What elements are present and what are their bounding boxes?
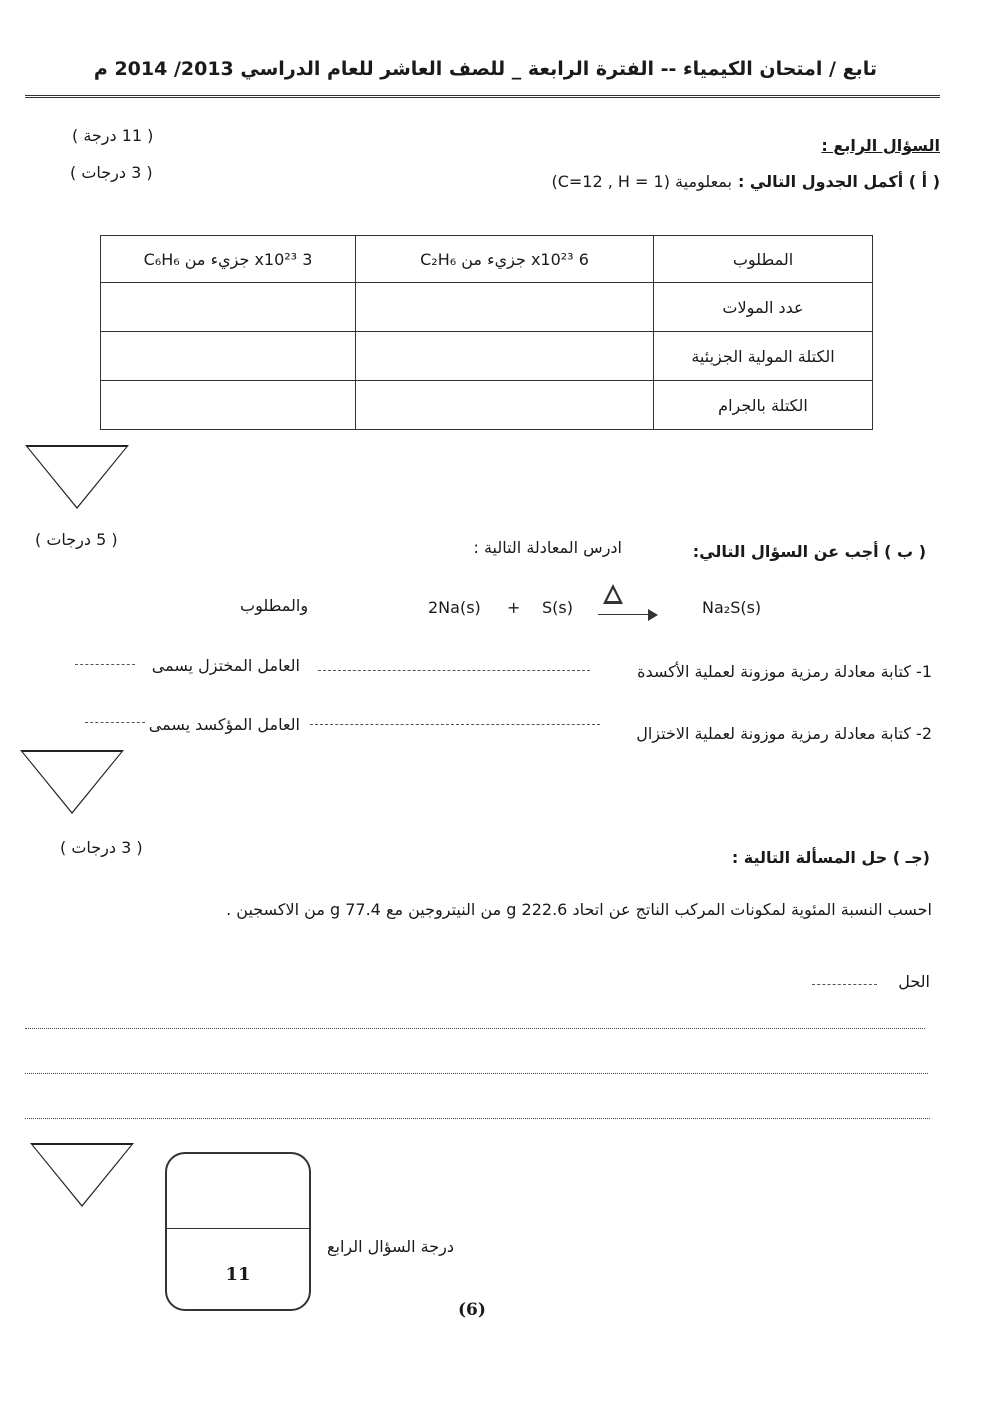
table-row — [101, 283, 873, 332]
page-number: (6) — [458, 1300, 486, 1320]
score-triangle-a[interactable] — [25, 445, 129, 509]
question-title: السؤال الرابع : — [821, 136, 940, 155]
table-row — [101, 381, 873, 430]
table-row-label: الكتلة المولية الجزيئية — [654, 332, 873, 381]
part-a-marks: ( 3 درجات ) — [70, 163, 153, 182]
score-label: درجة السؤال الرابع — [327, 1237, 454, 1256]
answer-cell[interactable] — [356, 283, 654, 332]
moles-table — [100, 235, 873, 430]
table-header-cell: المطلوب — [654, 236, 873, 283]
answer-cell[interactable] — [356, 381, 654, 430]
equation-reactant-1: 2Na(s) — [428, 598, 481, 617]
score-triangle-b[interactable] — [20, 750, 124, 814]
answer-line[interactable] — [85, 722, 145, 723]
answer-cell[interactable] — [101, 283, 356, 332]
table-row-label: الكتلة بالجرام — [654, 381, 873, 430]
part-c-label: (جـ ) حل المسألة التالية : — [731, 848, 930, 867]
part-a-given: بمعلومية (C=12 , H = 1) — [551, 172, 732, 191]
equation-reactant-2: S(s) — [542, 598, 573, 617]
equation-plus: + — [507, 598, 521, 617]
table-header-row — [101, 236, 873, 283]
heat-symbol-icon — [603, 584, 623, 604]
part-b-label: ( ب ) أجب عن السؤال التالي: — [692, 542, 926, 561]
question-score-box[interactable] — [165, 1152, 311, 1311]
answer-line[interactable] — [25, 1073, 928, 1074]
answer-line[interactable] — [318, 670, 590, 671]
table-row — [101, 332, 873, 381]
table-header-cell: 3 x10²³ جزيء من C₆H₆ — [101, 236, 356, 283]
answer-line[interactable] — [25, 1028, 925, 1029]
answer-cell[interactable] — [101, 332, 356, 381]
part-c-problem: احسب النسبة المئوية لمكونات المركب الناتج عن اتحاد 222.6 g من النيتروجين مع 77.4 g من الاكسجين . — [226, 900, 932, 919]
equation-product: Na₂S(s) — [702, 598, 762, 617]
solution-label: الحل — [898, 972, 930, 991]
item-1-agent: العامل المختزل يسمى — [151, 656, 300, 675]
answer-line[interactable] — [310, 724, 600, 725]
answer-line[interactable] — [75, 664, 135, 665]
table-row-label: عدد المولات — [654, 283, 873, 332]
page-header-title: تابع / امتحان الكيمياء -- الفترة الرابعة _ للصف العاشر للعام الدراسي 2013/ 2014 م — [93, 58, 877, 80]
score-triangle-c[interactable] — [30, 1143, 134, 1207]
answer-cell[interactable] — [356, 332, 654, 381]
reaction-arrow-head-icon — [648, 609, 658, 621]
part-b-marks: ( 5 درجات ) — [35, 530, 118, 549]
question-total-marks: ( 11 درجة ) — [72, 126, 154, 145]
part-b-study: ادرس المعادلة التالية : — [473, 538, 622, 557]
part-a-label: ( أ ) أكمل الجدول التالي : — [737, 172, 940, 191]
score-max-value: 11 — [225, 1264, 251, 1285]
part-b-item-1: 1- كتابة معادلة رمزية موزونة لعملية الأكسدة — [637, 662, 932, 681]
item-2-agent: العامل المؤكسد يسمى — [148, 715, 300, 734]
reaction-arrow-icon — [598, 614, 654, 615]
part-b-item-2: 2- كتابة معادلة رمزية موزونة لعملية الاختزال — [636, 724, 932, 743]
part-c-marks: ( 3 درجات ) — [60, 838, 143, 857]
answer-cell[interactable] — [101, 381, 356, 430]
answer-line[interactable] — [25, 1118, 930, 1119]
part-b-required: والمطلوب — [240, 596, 309, 615]
header-divider — [25, 95, 940, 98]
table-header-cell: 6 x10²³ جزيء من C₂H₆ — [356, 236, 654, 283]
answer-line[interactable] — [812, 984, 877, 985]
score-box-divider — [167, 1228, 309, 1229]
